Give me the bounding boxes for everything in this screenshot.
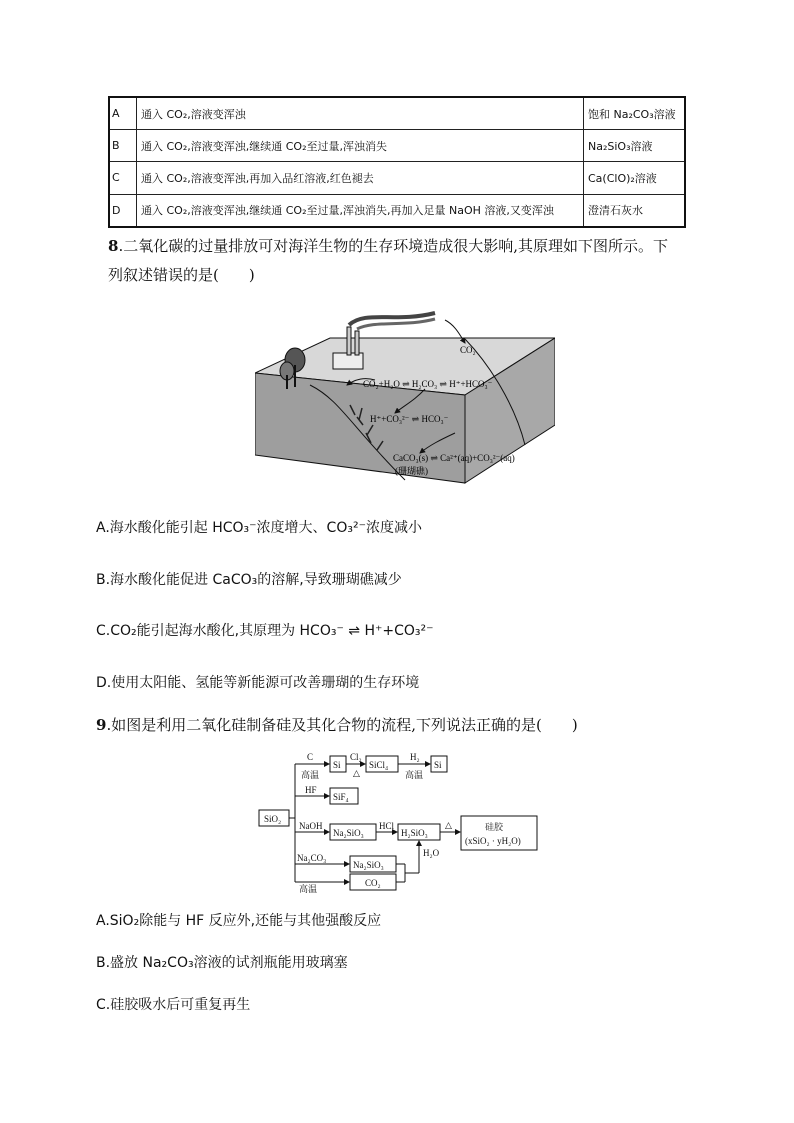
option-d[interactable]: D.使用太阳能、氢能等新能源可改善珊瑚的生存环境 [96,675,420,691]
row-solution: 饱和 Na₂CO₃溶液 [584,97,686,130]
coral-label: (珊瑚礁) [395,466,428,476]
label-silica-gel: 硅胶 [485,822,504,832]
label-gaowen: 高温 [301,770,320,780]
smoke [357,319,435,329]
label-na2sio3: Na₂SiO₃ [353,860,384,870]
table-row [109,162,685,194]
label-silica-formula: (xSiO₂ · yH₂O) [465,836,521,846]
label-cl2: Cl₂ [350,752,362,762]
options-table [108,96,686,228]
row-operation: 通入 CO₂,溶液变浑浊,继续通 CO₂至过量,浑浊消失,再加入足量 NaOH 溶液,又变浑浊 [137,194,584,227]
question-number: 9 [96,716,107,734]
label-gaowen: 高温 [299,884,318,893]
equation-3: CaCO₃(s) ⇌ Ca²⁺(aq)+CO₃²⁻(aq) [393,453,515,463]
equation-2: H⁺+CO₃²⁻ ⇌ HCO₃⁻ [370,414,449,424]
label-h2o: H₂O [423,848,440,858]
label-h2: H₂ [410,752,420,762]
equation-1: CO₂+H₂O ⇌ H₂CO₃ ⇌ H⁺+HCO₃⁻ [363,379,493,389]
label-gaowen: 高温 [405,770,424,780]
label-si: Si [333,760,341,770]
label-hf: HF [305,785,317,795]
row-key: B [109,130,137,162]
question-8-line2: 列叙述错误的是( ) [108,266,255,284]
label-sio2: SiO₂ [264,814,282,824]
label-na2co3: Na₂CO₃ [297,853,327,863]
question-9 [96,712,578,738]
co2-label: CO₂ [460,345,476,355]
label-si: Si [434,760,442,770]
question-number: 8 [108,237,119,255]
label-na2sio3: Na₂SiO₃ [333,828,364,838]
label-hcl: HCl [379,821,395,831]
chimney [347,327,351,355]
option-b[interactable]: B.海水酸化能促进 CaCO₃的溶解,导致珊瑚礁减少 [96,572,402,588]
option-c[interactable]: C.硅胶吸水后可重复再生 [96,997,251,1013]
row-operation: 通入 CO₂,溶液变浑浊,再加入品红溶液,红色褪去 [137,162,584,194]
row-solution: Ca(ClO)₂溶液 [584,162,686,194]
table-row [109,194,685,227]
silicon-flow-diagram [255,748,545,893]
table-row [109,130,685,162]
question-text: .如图是利用二氧化硅制备硅及其化合物的流程,下列说法正确的是( ) [106,716,578,734]
row-operation: 通入 CO₂,溶液变浑浊 [137,97,584,130]
label-sicl4: SiCl₄ [369,760,389,770]
row-key: A [109,97,137,130]
question-text: .二氧化碳的过量排放可对海洋生物的生存环境造成很大影响,其原理如下图所示。下 [118,237,668,255]
table-row [109,97,685,130]
label-naoh: NaOH [299,821,323,831]
label-delta: △ [353,768,360,778]
option-c[interactable]: C.CO₂能引起海水酸化,其原理为 HCO₃⁻ ⇌ H⁺+CO₃²⁻ [96,623,434,639]
option-a[interactable]: A.海水酸化能引起 HCO₃⁻浓度增大、CO₃²⁻浓度减小 [96,520,422,536]
option-b[interactable]: B.盛放 Na₂CO₃溶液的试剂瓶能用玻璃塞 [96,955,348,971]
question-8-line1 [108,233,668,259]
row-solution: 澄清石灰水 [584,194,686,227]
label-sif4: SiF₄ [333,792,349,802]
row-key: C [109,162,137,194]
label-co2: CO₂ [365,878,381,888]
row-key: D [109,194,137,227]
row-operation: 通入 CO₂,溶液变浑浊,继续通 CO₂至过量,浑浊消失 [137,130,584,162]
label-c: C [307,752,314,762]
row-solution: Na₂SiO₃溶液 [584,130,686,162]
ocean-acidification-figure [255,305,555,485]
label-delta: △ [445,820,452,830]
option-a[interactable]: A.SiO₂除能与 HF 反应外,还能与其他强酸反应 [96,913,382,929]
chimney [355,331,359,355]
label-h2sio3: H₂SiO₃ [401,828,428,838]
